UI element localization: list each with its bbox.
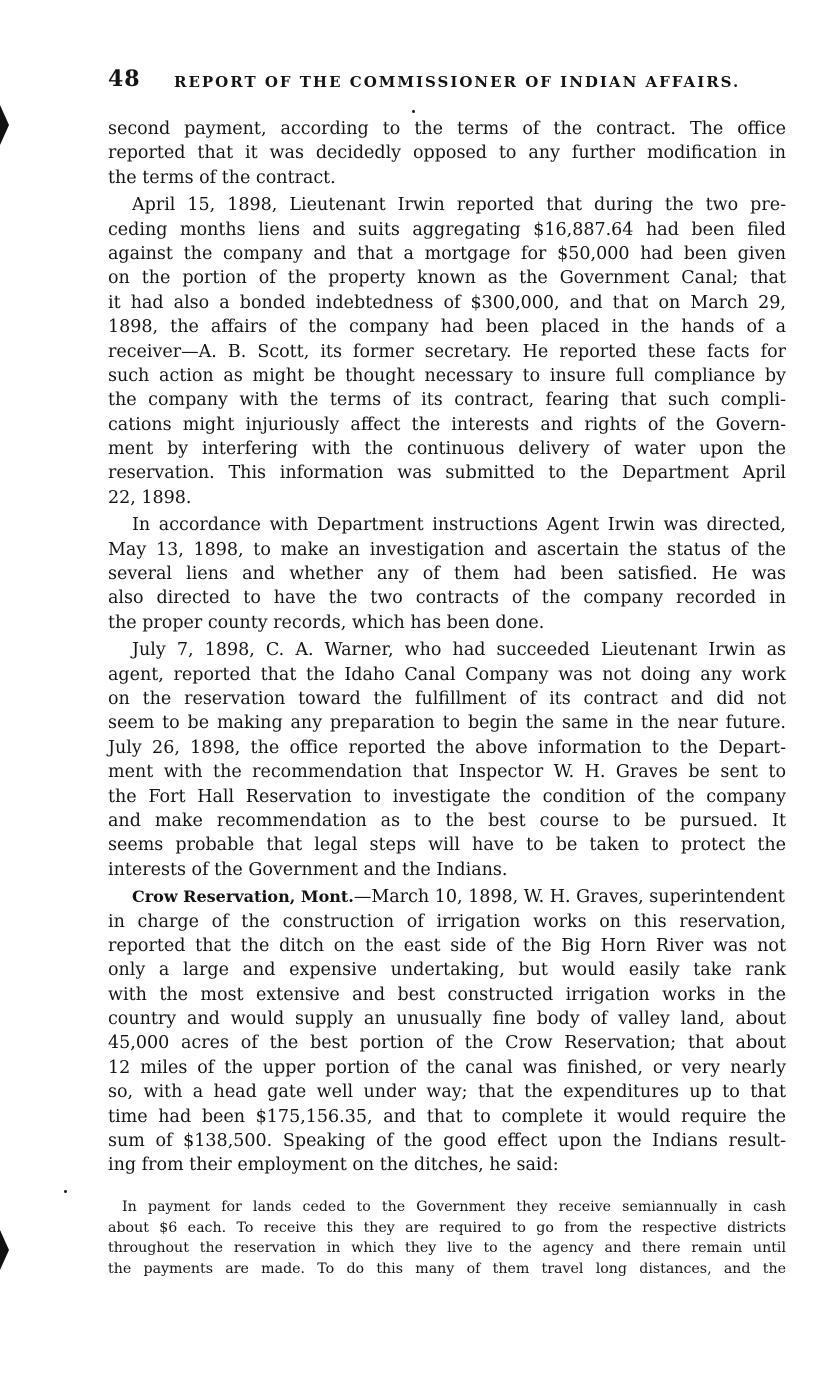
text-line: April 15, 1898, Lieutenant Irwin reported that during the two pre- — [132, 195, 786, 216]
text-line: sum of $138,500. Speaking of the good effect upon the Indians result- — [108, 1131, 786, 1152]
text-line: ing from their employment on the ditches, he said: — [108, 1155, 559, 1176]
text-line: such action as might be thought necessary to insure full compliance by — [108, 365, 786, 386]
text-line: in charge of the construction of irrigation works on this reservation, — [108, 911, 786, 932]
text-line: and make recommendation as to the best course to be pursued. It — [108, 810, 786, 831]
block-quote — [108, 1197, 786, 1279]
text-line — [108, 885, 786, 909]
text-line: May 13, 1898, to make an investigation and ascertain the status of the — [108, 539, 786, 560]
quote-line: the payments are made. To do this many of them travel long distances, and the — [108, 1260, 786, 1277]
text-run: —March 10, 1898, W. H. Graves, superintendent — [353, 887, 785, 908]
text-line: it had also a bonded indebtedness of $300,000, and that on March 29, — [108, 292, 786, 313]
text-line: seem to be making any preparation to begin the same in the near future. — [108, 713, 786, 734]
text-line: on the portion of the property known as the Government Canal; that — [108, 268, 786, 289]
text-line: so, with a head gate well under way; that the expenditures up to that — [108, 1082, 786, 1103]
text-line: the Fort Hall Reservation to investigate the condition of the company — [108, 786, 786, 807]
text-line: reported that it was decidedly opposed to any further modification in — [108, 143, 786, 164]
text-line: reported that the ditch on the east side of the Big Horn River was not — [108, 935, 786, 956]
text-line: the company with the terms of its contract, fearing that such compli- — [108, 390, 786, 411]
text-line: time had been $175,156.35, and that to complete it would require the — [108, 1106, 786, 1127]
text-line: July 7, 1898, C. A. Warner, who had succeeded Lieutenant Irwin as — [132, 640, 786, 661]
quote-line: about $6 each. To receive this they are required to go from the respective districts — [108, 1219, 786, 1236]
body-text — [108, 117, 786, 1178]
text-line: ceding months liens and suits aggregating $16,887.64 had been filed — [108, 219, 786, 240]
section-lead: Crow Reservation, Mont. — [132, 887, 354, 907]
text-line: ment with the recommendation that Inspector W. H. Graves be sent to — [108, 762, 786, 783]
text-line: 22, 1898. — [108, 487, 192, 508]
text-line: the terms of the contract. — [108, 167, 336, 188]
page-number: 48 — [108, 66, 141, 92]
page-title: REPORT OF THE COMMISSIONER OF INDIAN AFFAIRS. — [174, 73, 741, 91]
quote-line: In payment for lands ceded to the Government they receive semiannually in cash — [122, 1199, 786, 1215]
text-line: reservation. This information was submitted to the Department April — [108, 463, 786, 484]
scan-edge-mark — [0, 105, 9, 145]
text-line: second payment, according to the terms of the contract. The office — [108, 119, 786, 139]
text-line: 45,000 acres of the best portion of the Crow Reservation; that about — [108, 1033, 786, 1054]
text-line: with the most extensive and best constructed irrigation works in the — [108, 984, 786, 1005]
text-line: country and would supply an unusually fine body of valley land, about — [108, 1009, 786, 1030]
text-line: ment by interfering with the continuous delivery of water upon the — [108, 439, 786, 460]
text-line: also directed to have the two contracts of the company recorded in — [108, 588, 786, 609]
text-line: agent, reported that the Idaho Canal Company was not doing any work — [108, 664, 786, 685]
text-line: only a large and expensive undertaking, but would easily take rank — [108, 960, 786, 981]
scan-speck — [64, 1190, 67, 1193]
text-line: interests of the Government and the Indians. — [108, 859, 508, 880]
text-line: the proper county records, which has been done. — [108, 612, 545, 633]
text-line: several liens and whether any of them had been satisfied. He was — [108, 564, 786, 585]
text-line: July 26, 1898, the office reported the above information to the Depart- — [108, 737, 786, 758]
running-head — [108, 66, 798, 96]
text-line: seems probable that legal steps will have to be taken to protect the — [108, 835, 786, 856]
text-line: cations might injuriously affect the interests and rights of the Govern- — [108, 414, 786, 435]
quote-line: throughout the reservation in which they live to the agency and there remain until — [108, 1240, 786, 1256]
text-line: receiver—A. B. Scott, its former secretary. He reported these facts for — [108, 341, 786, 362]
text-line: In accordance with Department instructions Agent Irwin was directed, — [132, 515, 786, 536]
text-line: against the company and that a mortgage for $50,000 had been given — [108, 243, 786, 264]
text-line: 12 miles of the upper portion of the canal was finished, or very nearly — [108, 1057, 786, 1078]
scan-speck — [412, 110, 415, 113]
text-line: on the reservation toward the fulfillment of its contract and did not — [108, 688, 786, 709]
scan-edge-mark — [0, 1230, 9, 1270]
text-line: 1898, the affairs of the company had been placed in the hands of a — [108, 317, 786, 338]
